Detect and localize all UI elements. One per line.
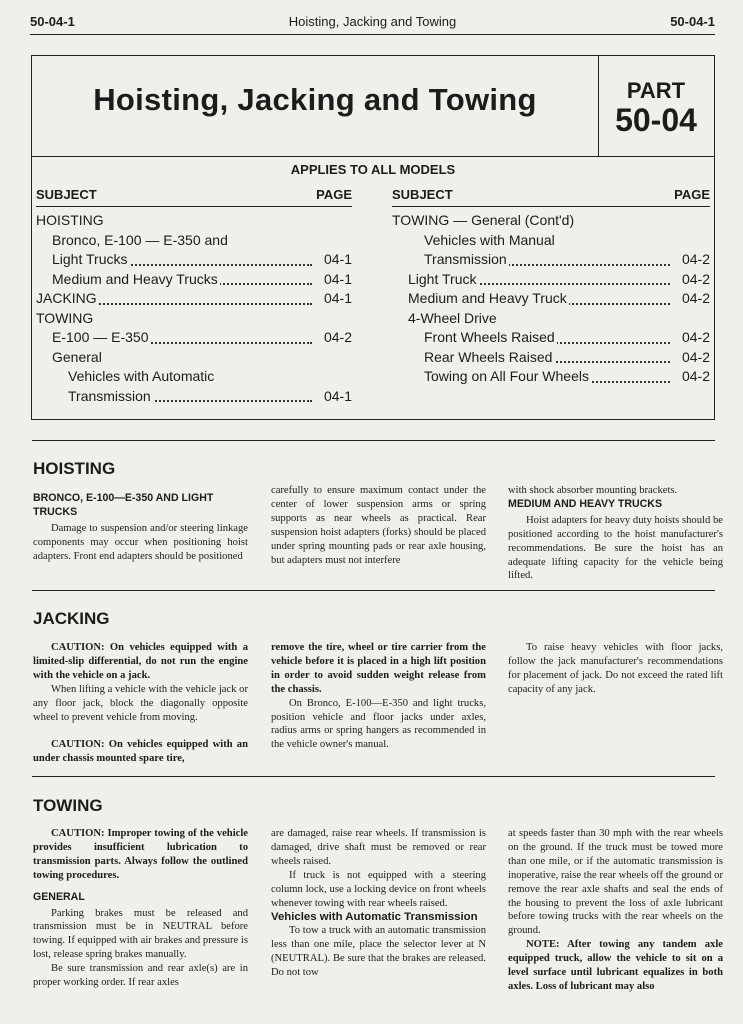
towing-paragraph-continued: are damaged, raise rear wheels. If transmission is damaged, drive shaft must be removed or rear wheels raised.: [271, 828, 486, 867]
towing-automatic-subheading: Vehicles with Automatic Transmission: [271, 911, 478, 924]
jacking-caution: CAUTION: On vehicles equipped with an under chassis mounted spare tire,: [33, 739, 248, 764]
towing-general-subheading: GENERAL: [33, 890, 85, 903]
toc-entry-page: 04-2: [680, 270, 710, 290]
title-box: [31, 55, 715, 420]
toc-entry: [392, 328, 710, 348]
hoisting-paragraph: with shock absorber mounting brackets.: [508, 485, 678, 496]
jacking-caution-continued: remove the tire, wheel or tire carrier from the vehicle before it is placed in a high lift position in order to avoid sudden weight release from the chassis.: [271, 642, 486, 695]
toc-entry-page: 04-2: [680, 250, 710, 270]
toc-entry-label: Vehicles with Automatic: [68, 368, 215, 384]
jacking-heading: JACKING: [33, 609, 110, 628]
toc-entry-label: 4-Wheel Drive: [408, 309, 497, 326]
toc-entry-label: Vehicles with Manual: [424, 231, 555, 248]
toc-entry-page: 04-1: [322, 250, 352, 270]
towing-note: NOTE: After towing any tandem axle equipped truck, allow the vehicle to sit on a level surface until lubricant equalizes in both axles. Loss of lubricant may also: [508, 939, 723, 992]
jacking-column-3: [508, 641, 723, 697]
jacking-column-1: [33, 641, 248, 724]
toc-entry-page: 04-2: [680, 367, 710, 387]
section-divider: [32, 440, 715, 441]
toc-entry: [392, 211, 710, 231]
toc-entry-page: 04-2: [680, 328, 710, 348]
toc-entry: [392, 250, 710, 270]
hoisting-paragraph: Hoist adapters for heavy duty hoists should be positioned according to the hoist manufacturer's recommendations. Be sure the hoist has an adequate lifting capacity for the vehicle being lifted.: [508, 514, 723, 582]
toc-header: [36, 184, 352, 207]
hoisting-light-trucks-subheading: BRONCO, E-100—E-350 AND LIGHT TRUCKS: [33, 492, 214, 518]
toc-entry-label: Light Trucks: [52, 251, 128, 267]
toc-entry: [36, 211, 352, 231]
page-header: PAGE: [674, 187, 710, 202]
hoisting-column-2: [271, 484, 486, 567]
toc-entry-label: JACKING: [36, 290, 97, 306]
toc-entry-label: Light Truck: [408, 270, 477, 287]
toc-entry-label: General: [52, 348, 102, 365]
toc-entry-label: Transmission: [424, 251, 507, 267]
toc-entry-page: 04-1: [322, 387, 352, 407]
section-divider: [32, 590, 715, 591]
page-number-left: 50-04-1: [30, 14, 75, 29]
toc-entry: [36, 367, 352, 387]
toc-entry: [36, 387, 352, 407]
towing-heading: TOWING: [33, 796, 103, 815]
part-box: [598, 56, 714, 157]
toc-entry: [392, 309, 710, 329]
hoisting-heading: HOISTING: [33, 459, 116, 478]
jacking-caution: CAUTION: On vehicles equipped with a limited-slip differential, do not run the engine with the vehicle on a jack.: [33, 642, 248, 681]
toc-entry: [36, 270, 352, 290]
towing-caution: CAUTION: Improper towing of the vehicle provides insufficient lubrication to transmission parts. Always follow the outlined towing procedures.: [33, 828, 248, 881]
applies-to-label: APPLIES TO ALL MODELS: [290, 162, 456, 177]
towing-paragraph: If truck is not equipped with a steering column lock, use a locking device on front wheels whenever towing with rear wheels raised.: [271, 869, 486, 909]
toc-entry-label: Towing on All Four Wheels: [424, 368, 589, 384]
toc-left-column: [36, 184, 352, 406]
toc-entry-label: Front Wheels Raised: [424, 329, 555, 345]
jacking-paragraph: On Bronco, E-100—E-350 and light trucks, position vehicle and floor jacks under axles, radius arms or spring hangers as recommended in the vehicle owner's manual.: [271, 697, 486, 751]
toc-entry-label: E-100 — E-350: [52, 329, 149, 345]
towing-paragraph: Parking brakes must be released and transmission must be in NEUTRAL before towing. If equipped with air brakes and pressure is lost, release spring brakes manually.: [33, 907, 248, 961]
toc-entry-label: Transmission: [68, 387, 151, 404]
toc-entry-label: TOWING: [36, 309, 94, 326]
hoisting-paragraph: carefully to ensure maximum contact under the center of lower suspension arms or spring supports as near wheels as practical. Rear suspension hoist adapters (forks) should be placed under spring mounting pads or rear axle housing, but adapters must not interfere: [271, 485, 486, 566]
toc-right-list: [392, 207, 710, 387]
part-number: 50-04: [615, 102, 697, 138]
hoisting-paragraph: Damage to suspension and/or steering linkage components may occur when positioning hoist adapters. Front end adapters should be positioned: [33, 522, 248, 562]
toc-entry: [392, 367, 710, 387]
jacking-caution-2-start: [33, 738, 248, 766]
toc-right-column: [392, 184, 710, 387]
toc-entry-page: 04-2: [680, 289, 710, 309]
section-divider: [32, 776, 715, 777]
towing-paragraph-continued: at speeds faster than 30 mph with the rear wheels on the ground. If the truck must be towed more than one mile, or if the automatic transmission is inoperative, raise the rear wheels off the ground or remove the rear axle shafts and seal the ends of the housing to prevent the loss of axle lubricant before towing trucks with the rear wheels on the ground.: [508, 828, 723, 937]
toc-entry-label: Medium and Heavy Trucks: [52, 270, 218, 287]
toc-entry: [392, 270, 710, 290]
toc-entry-label: Bronco, E-100 — E-350 and: [52, 231, 228, 248]
toc-entry: [36, 231, 352, 251]
toc-entry-label: TOWING — General (Cont'd): [392, 212, 575, 228]
toc-entry: [36, 289, 352, 309]
toc-entry-label: Rear Wheels Raised: [424, 348, 553, 365]
title-area: [32, 56, 599, 157]
toc-entry-page: 04-1: [322, 270, 352, 290]
toc-entry-label: HOISTING: [36, 212, 104, 228]
jacking-paragraph: When lifting a vehicle with the vehicle jack or any floor jack, block the diagonally opposite wheel to prevent vehicle from moving.: [33, 683, 248, 723]
toc-entry: [36, 328, 352, 348]
hoisting-column-1: [33, 490, 248, 564]
jacking-paragraph: To raise heavy vehicles with floor jacks, follow the jack manufacturer's recommendations for placement of jack. Do not exceed the rated lift capacity of any jack.: [508, 642, 723, 695]
toc-entry: [392, 231, 710, 251]
toc-entry-page: 04-2: [680, 348, 710, 368]
jacking-column-2: [271, 641, 486, 752]
page-title: Hoisting, Jacking and Towing: [93, 82, 537, 117]
toc-left-list: [36, 207, 352, 406]
towing-column-2: [271, 827, 486, 980]
part-label: PART: [626, 78, 686, 103]
subject-header: SUBJECT: [392, 187, 453, 202]
toc-entry: [36, 250, 352, 270]
subject-header: SUBJECT: [36, 187, 97, 202]
toc-entry: [392, 348, 710, 368]
page-header: PAGE: [316, 187, 352, 202]
toc-entry: [36, 309, 352, 329]
toc-entry-page: 04-2: [322, 328, 352, 348]
running-title: Hoisting, Jacking and Towing: [288, 14, 457, 29]
towing-paragraph: To tow a truck with an automatic transmission less than one mile, place the selector lever at N (NEUTRAL). Be sure that the brakes are released. Do not tow: [271, 925, 486, 979]
hoisting-column-3: [508, 484, 723, 583]
hoisting-heavy-trucks-subheading: MEDIUM AND HEAVY TRUCKS: [508, 497, 663, 510]
page-number-right: 50-04-1: [670, 14, 715, 29]
toc-header: [392, 184, 710, 207]
toc-entry-page: 04-1: [322, 289, 352, 309]
running-header: [30, 12, 715, 35]
towing-paragraph: Be sure transmission and rear axle(s) are in proper working order. If rear axles: [33, 963, 248, 989]
toc-entry-label: Medium and Heavy Truck: [408, 290, 567, 306]
toc-entry: [392, 289, 710, 309]
towing-column-3: [508, 827, 723, 994]
towing-column-1: [33, 827, 248, 990]
toc-entry: [36, 348, 352, 368]
